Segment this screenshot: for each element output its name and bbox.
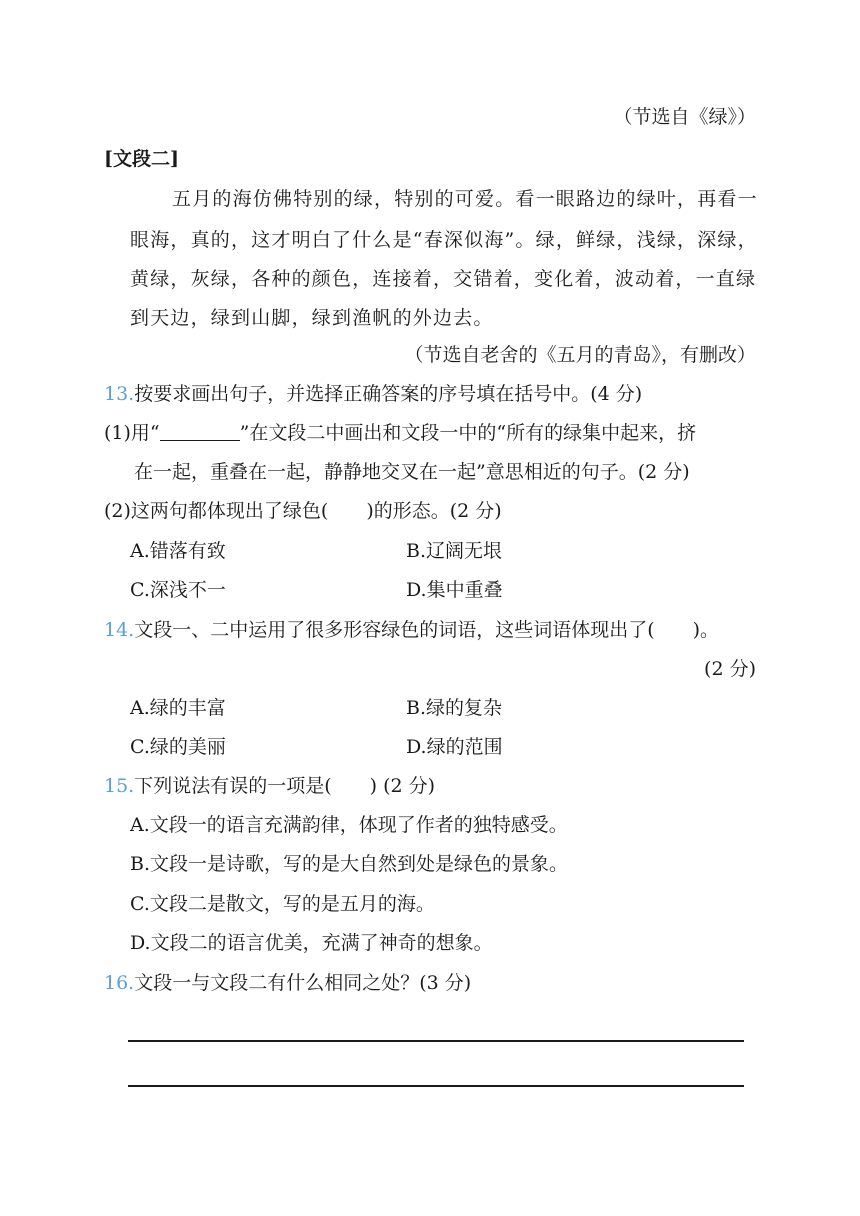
option-c[interactable]: C.文段二是散文，写的是五月的海。 [130, 893, 435, 915]
part-text: (1)用“ [104, 422, 160, 444]
source-note-1: （节选自《绿》） [613, 106, 756, 128]
option-a[interactable]: A.绿的丰富 [130, 697, 226, 719]
answer-line[interactable] [128, 1040, 744, 1042]
question-14-score: (2 分) [704, 658, 756, 680]
option-d[interactable]: D.集中重叠 [406, 579, 503, 601]
question-number: 13. [104, 383, 135, 405]
option-a[interactable]: A.文段一的语言充满韵律，体现了作者的独特感受。 [130, 814, 568, 836]
question-text: 文段一与文段二有什么相同之处？(3 分) [134, 972, 472, 994]
part-text: ”在文段二中画出和文段一中的“所有的绿集中起来，挤 [239, 422, 697, 444]
option-c[interactable]: C.深浅不一 [130, 579, 226, 601]
option-d[interactable]: D.绿的范围 [406, 736, 503, 758]
question-text: 文段一、二中运用了很多形容绿色的词语，这些词语体现出了( )。 [134, 619, 720, 641]
passage-line: 五月的海仿佛特别的绿，特别的可爱。看一眼路边的绿叶，再看一 [172, 188, 758, 210]
option-a[interactable]: A.错落有致 [130, 540, 226, 562]
question-text: 下列说法有误的一项是( ) (2 分) [134, 775, 436, 797]
passage-line: 眼海，真的，这才明白了什么是“春深似海”。绿，鲜绿，浅绿，深绿， [130, 229, 758, 251]
passage-line: 黄绿，灰绿，各种的颜色，连接着，交错着，变化着，波动着，一直绿 [130, 268, 757, 290]
section-2-title: [文段二] [104, 148, 179, 170]
question-number: 15. [104, 775, 135, 797]
question-text: 按要求画出句子，并选择正确答案的序号填在括号中。(4 分) [134, 383, 643, 405]
option-d[interactable]: D.文段二的语言优美，充满了神奇的想象。 [130, 932, 493, 954]
option-c[interactable]: C.绿的美丽 [130, 736, 226, 758]
question-number: 16. [104, 972, 135, 994]
question-13 [104, 382, 642, 406]
option-b[interactable]: B.文段一是诗歌，写的是大自然到处是绿色的景象。 [130, 853, 569, 875]
question-15 [104, 774, 435, 798]
option-b[interactable]: B.辽阔无垠 [406, 540, 503, 562]
question-13-part-1 [104, 421, 696, 445]
question-13-part-2: (2)这两句都体现出了绿色( )的形态。(2 分) [104, 500, 502, 522]
question-16 [104, 971, 471, 995]
answer-line[interactable] [128, 1085, 744, 1087]
passage-line: 到天边，绿到山脚，绿到渔帆的外边去。 [130, 307, 494, 329]
question-14 [104, 618, 719, 642]
source-note-2: （节选自老舍的《五月的青岛》，有删改） [404, 344, 756, 366]
answer-blank[interactable] [160, 422, 240, 441]
question-number: 14. [104, 619, 135, 641]
option-b[interactable]: B.绿的复杂 [406, 697, 503, 719]
question-13-part-1-cont: 在一起，重叠在一起，静静地交叉在一起”意思相近的句子。(2 分) [134, 461, 690, 483]
